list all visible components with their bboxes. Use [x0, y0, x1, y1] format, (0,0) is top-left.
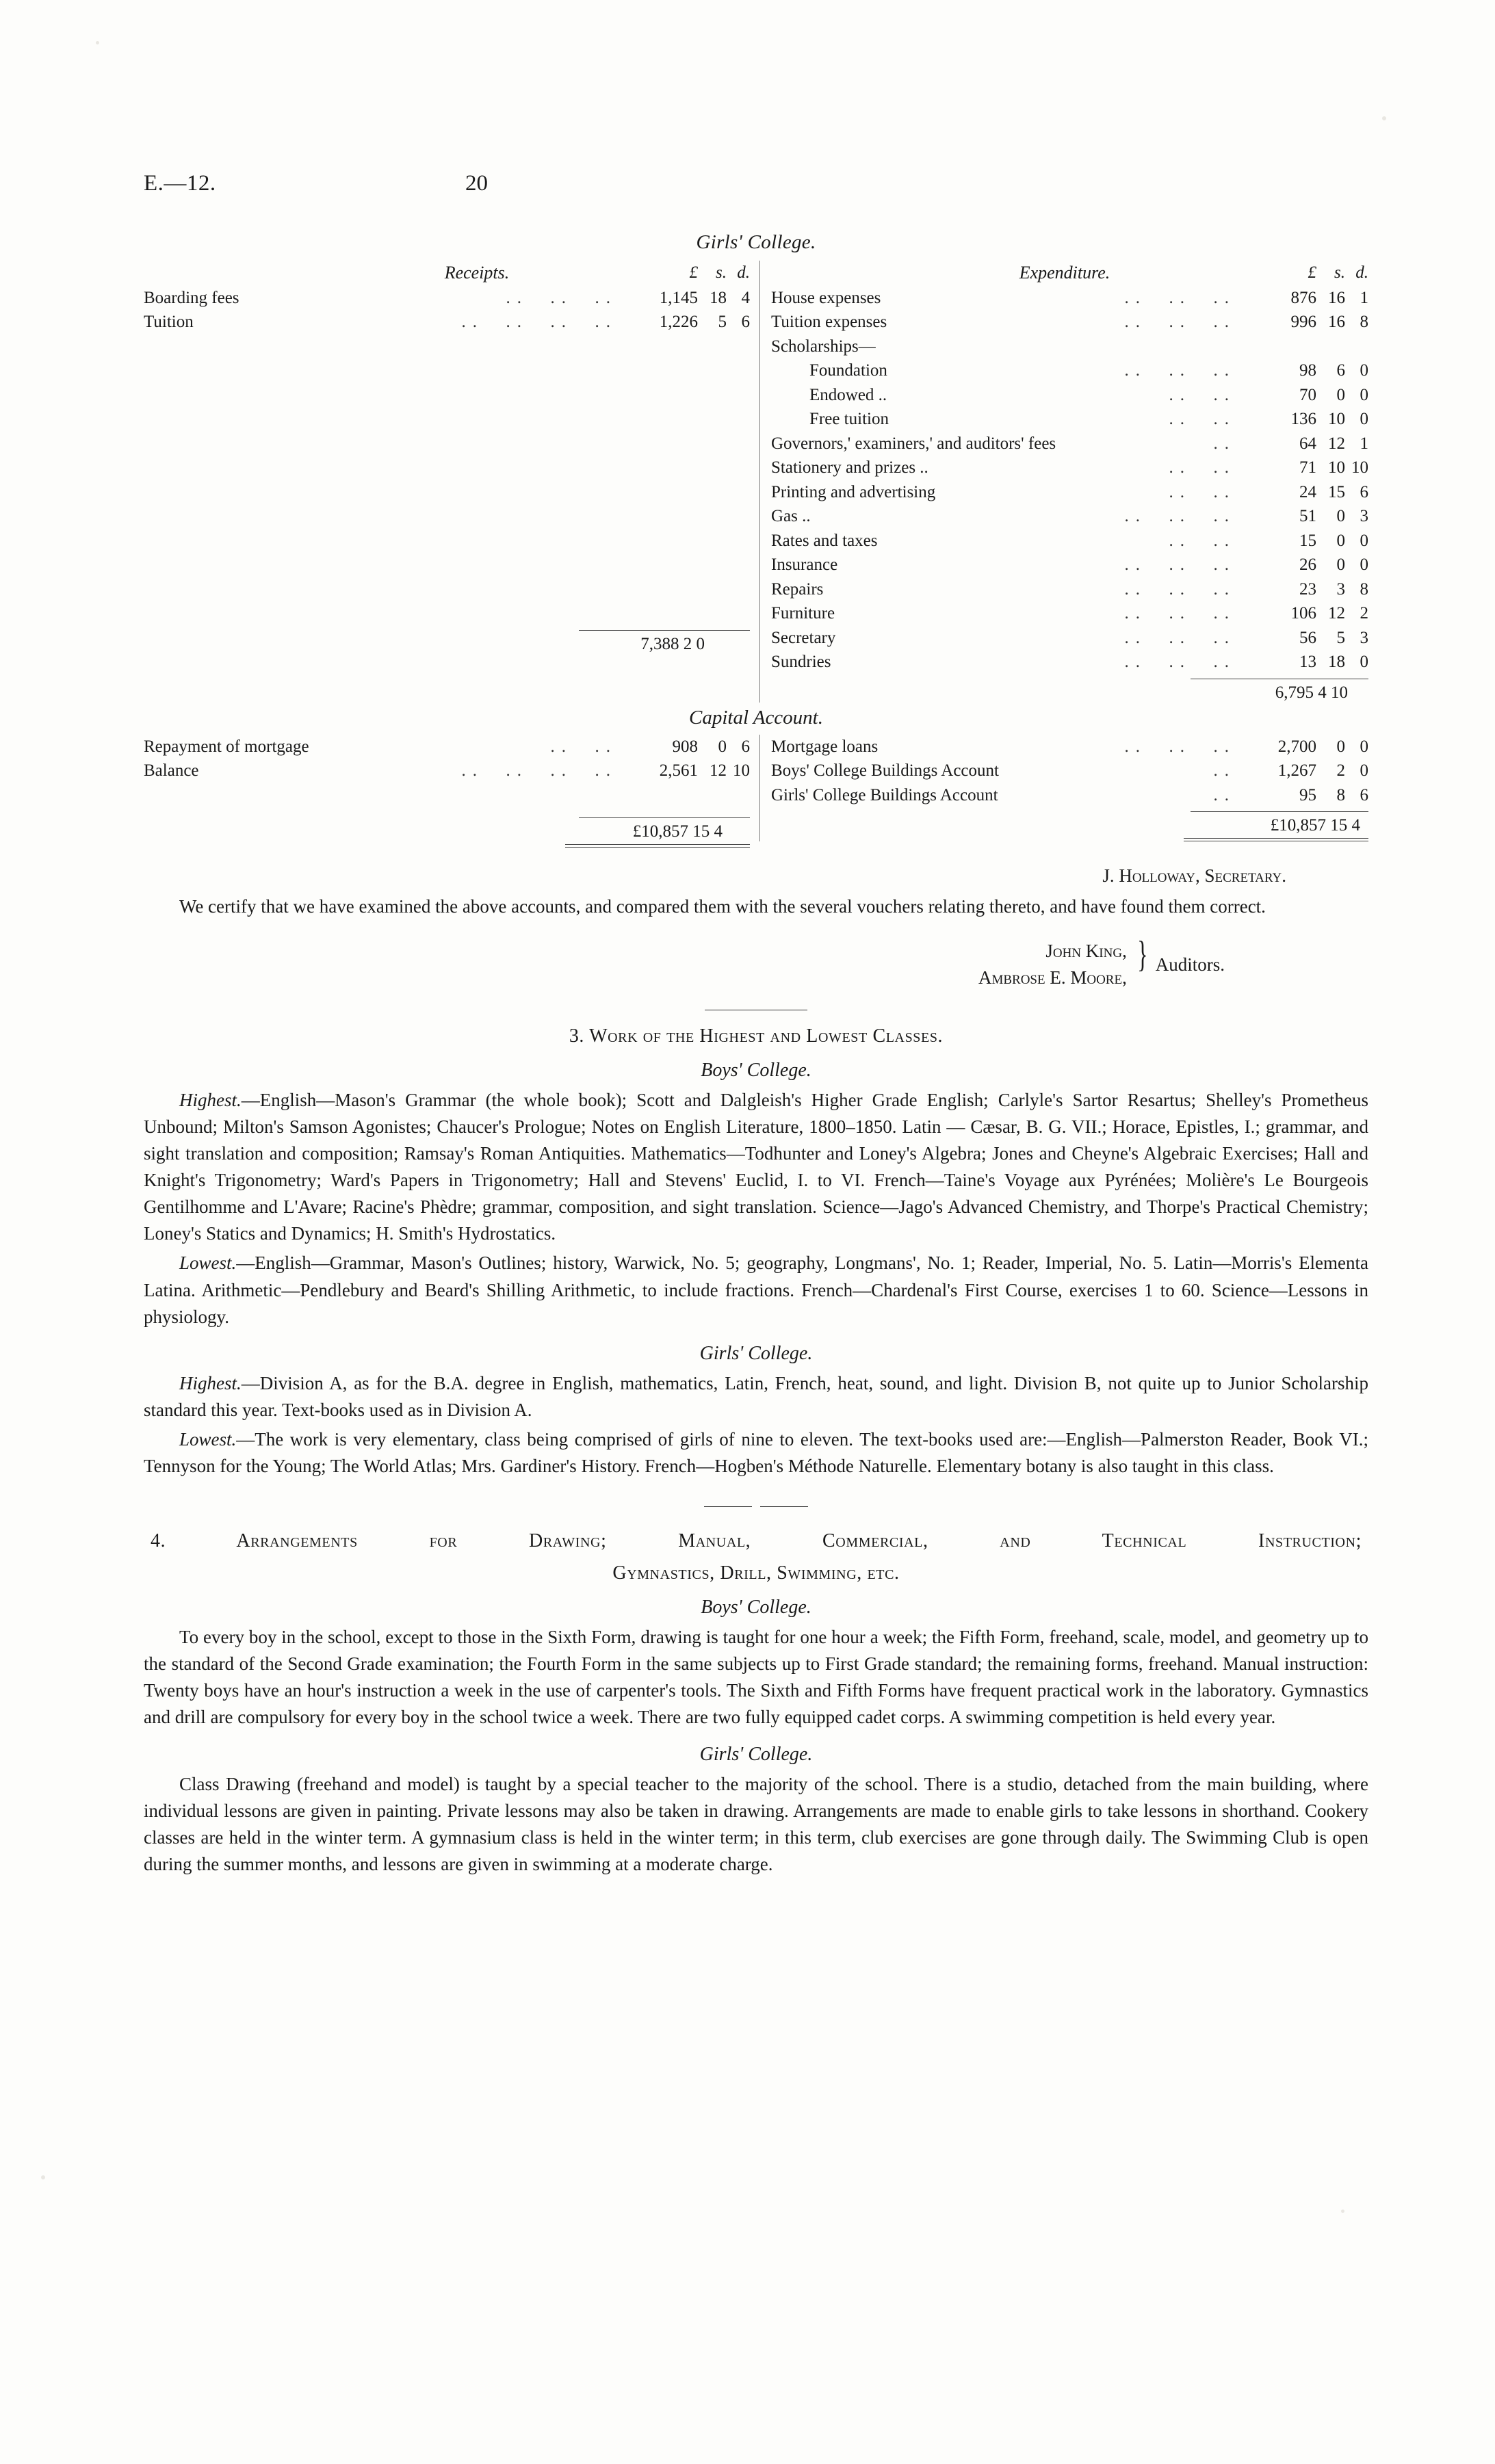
row-shillings: 0 [1336, 737, 1345, 756]
row-label: Free tuition [809, 410, 889, 429]
table-row [144, 310, 750, 335]
row-label: Balance [144, 761, 199, 781]
table-row [771, 432, 1368, 456]
total-rule [579, 817, 750, 818]
boys-lowest-text: —English—Grammar, Mason's Outlines; history, Warwick, No. 5; geography, Longmans', No. 1; Reader, Imperial, No. 5. Latin—Morris's Elementa Latina. Arithmetic—Pendlebury and Beard's Shilling Arithmetic, to include fractions. French—Chardenal's First Course, exercises 1 to 60. Science—Lessons in physiology. [144, 1253, 1368, 1327]
table-row [771, 407, 1368, 432]
row-label: Scholarships— [771, 337, 876, 356]
table-row [771, 456, 1368, 480]
expenditure-header: Expenditure. [1019, 263, 1110, 283]
row-label: Secretary [771, 628, 836, 647]
receipts-subtotal: 7,388 2 0 [640, 634, 705, 653]
table-row [771, 286, 1368, 311]
leader-dots: .. [1213, 434, 1236, 453]
receipts-header: Receipts. [444, 263, 510, 283]
girls-lowest-label: Lowest. [179, 1429, 237, 1450]
exp-col-s: s. [1334, 263, 1345, 282]
expenditure-rows [771, 286, 1368, 674]
row-shillings: 0 [718, 737, 727, 756]
row-label: Stationery and prizes .. [771, 458, 928, 477]
row-label: Tuition expenses [771, 313, 887, 332]
row-label: Repayment of mortgage [144, 737, 309, 756]
row-amount: 106 12 2 [1290, 604, 1368, 623]
leader-dots: .. .. .. [1124, 507, 1236, 526]
auditors-label: Auditors. [1155, 954, 1225, 975]
row-pounds: 95 [1299, 785, 1316, 804]
row-pounds: 1,145 [659, 288, 698, 307]
section-4-boys-title: Boys' College. [701, 1596, 811, 1618]
leader-dots: .. .. [1169, 458, 1236, 477]
leader-dots: .. [1213, 761, 1236, 781]
boys-highest-paragraph [144, 1087, 1368, 1248]
row-pounds: 908 [672, 737, 698, 756]
boys-highest-text: —English—Mason's Grammar (the whole book); Scott and Dalgleish's Higher Grade English; Carlyle's Sartor Resartus; Shelley's Prometheus Unbound; Milton's Samson Agonistes; Chaucer's Prologue; Notes on English Literature, 1800–1850. Latin — Cæsar, B. G. VII.; Horace, Epistles, I.; grammar, and sight translation and composition; Ramsay's Roman Antiquities. Mathematics—Todhunter and Loney's Algebra; Jones and Cheyne's Algebraic Exercises; Hall and Knight's Trigonometry; Ward's Papers in Trigonometry; Hall and Stevens' Euclid, I. to VI. French—Taine's Voyage aux Pyrénées; Molière's Le Bourgeois Gentilhomme and L'Avare; Racine's Phèdre; grammar, composition, and sight translation. Science—Jago's Advanced Chemistry, and Thorpe's Practical Chemistry; Loney's Statics and Dynamics; H. Smith's Hydrostatics. [144, 1089, 1368, 1244]
row-label: Furniture [771, 604, 835, 623]
row-label: Girls' College Buildings Account [771, 785, 998, 804]
leader-dots: .. .. .. [506, 288, 617, 307]
auditor-name-2: Ambrose E. Moore, [978, 967, 1127, 988]
row-amount: 15 0 0 [1299, 531, 1368, 550]
leader-dots: .. .. .. [1124, 313, 1236, 332]
girls-highest-label: Highest. [179, 1372, 242, 1393]
row-pence: 0 [1360, 737, 1368, 756]
row-label: Foundation [809, 361, 887, 380]
certification-text: We certify that we have examined the above accounts, and compared them with the several vouchers relating thereto, and have found them correct. [179, 895, 1266, 917]
row-shillings: 2 [1336, 761, 1345, 781]
row-pence: 4 [741, 288, 750, 307]
table-row [771, 735, 1368, 759]
row-amount: 70 0 0 [1299, 385, 1368, 404]
leader-dots: .. .. .. [1124, 579, 1236, 599]
leader-dots [1232, 335, 1243, 359]
auditor-name-1: John King, [1045, 941, 1127, 962]
row-label: Governors,' examiners,' and auditors' fees [771, 434, 1056, 453]
table-row [771, 335, 1368, 359]
total-rule [1191, 811, 1368, 812]
section-divider [694, 1500, 818, 1512]
table-row [771, 601, 1368, 626]
leader-dots: .. .. .. [1124, 361, 1236, 380]
row-label: Repairs [771, 579, 824, 599]
receipts-col-pounds: £ [689, 263, 698, 282]
section-4-girls-title: Girls' College. [699, 1743, 813, 1765]
double-rule [565, 844, 750, 848]
row-label: Printing and advertising [771, 482, 936, 501]
row-shillings: 5 [718, 313, 727, 332]
row-pence: 6 [1360, 785, 1368, 804]
exp-col-d: d. [1355, 263, 1368, 282]
row-pounds: 1,226 [659, 313, 698, 332]
grand-total-left: £10,857 15 4 [632, 822, 723, 841]
section-4-heading-line1: 4. Arrangements for Drawing; Manual, Commercial, and Technical Instruction; [151, 1530, 1362, 1552]
capital-account-title: Capital Account. [688, 706, 823, 729]
boys-lowest-label: Lowest. [179, 1253, 237, 1274]
section-4-girls-paragraph [144, 1771, 1368, 1878]
table-row [771, 650, 1368, 674]
leader-dots: .. .. [1169, 531, 1236, 550]
boys-highest-label: Highest. [179, 1089, 242, 1110]
brace-icon: } [1137, 934, 1148, 975]
table-row [771, 529, 1368, 553]
table-row [144, 735, 750, 759]
girls-lowest-paragraph [144, 1426, 1368, 1480]
leader-dots: .. .. .. [1124, 628, 1236, 647]
capital-right-column [759, 735, 1368, 842]
row-pounds: 2,700 [1277, 737, 1316, 756]
row-amount: 26 0 0 [1299, 555, 1368, 575]
subtotal-rule [579, 630, 750, 631]
exp-col-pounds: £ [1308, 263, 1316, 282]
capital-left-column [144, 735, 759, 848]
section-3-girls-title: Girls' College. [699, 1342, 813, 1364]
grand-total-right: £10,857 15 4 [1270, 816, 1360, 835]
table-row [771, 504, 1368, 529]
table-row [771, 383, 1368, 408]
expenditure-subtotal: 6,795 4 10 [1275, 683, 1348, 702]
table-row [771, 759, 1368, 783]
row-label: Boys' College Buildings Account [771, 761, 999, 781]
leader-dots: .. [1213, 785, 1236, 804]
row-amount: 64 12 1 [1299, 434, 1368, 453]
leader-dots: .. .. .. [1124, 604, 1236, 623]
receipts-col-d: d. [737, 263, 750, 282]
table-row [771, 310, 1368, 335]
row-pence: 6 [741, 313, 750, 332]
section-4-boys-text: To every boy in the school, except to those in the Sixth Form, drawing is taught for one hour a week; the Fifth Form, freehand, scale, model, and geometry up to the standard of the Second Grade examination; the Fourth Form in the same subjects up to First Grade standard; the remaining forms, freehand. Manual instruction: Twenty boys have an hour's instruction a week in the use of carpenter's tools. The Sixth and Fifth Forms have frequent practical work in the laboratory. Gymnastics and drill are compulsory for every boy in the school twice a week. There are two fully equipped cadet corps. A swimming competition is held every year. [144, 1626, 1368, 1728]
row-amount: 98 6 0 [1299, 361, 1368, 380]
row-pence: 0 [1360, 761, 1368, 781]
double-rule [1184, 838, 1368, 841]
leader-dots: .. .. .. [1124, 653, 1236, 672]
certification-statement [144, 893, 1368, 919]
leader-dots: .. .. [1169, 482, 1236, 501]
leader-dots: .. .. .. [1124, 288, 1236, 307]
row-amount: 13 18 0 [1299, 653, 1368, 672]
row-label: Boarding fees [144, 288, 239, 307]
girls-highest-paragraph [144, 1370, 1368, 1424]
leader-dots: .. .. .. .. [461, 313, 617, 332]
row-label: Mortgage loans [771, 737, 879, 756]
row-label: Gas .. [771, 507, 811, 526]
section-4-heading-line2: Gymnastics, Drill, Swimming, etc. [612, 1562, 900, 1584]
row-pence: 6 [741, 737, 750, 756]
row-pounds: 2,561 [659, 761, 698, 781]
leader-dots: .. .. .. .. [461, 761, 617, 781]
row-shillings: 18 [710, 288, 727, 307]
girls-college-accounts-title: Girls' College. [696, 231, 816, 253]
row-pounds: 1,267 [1277, 761, 1316, 781]
row-shillings: 12 [710, 761, 727, 781]
row-label: House expenses [771, 288, 881, 307]
section-3-heading: 3. Work of the Highest and Lowest Classes. [569, 1025, 944, 1047]
receipts-col-s: s. [716, 263, 727, 282]
secretary-signature: J. Holloway, Secretary. [1102, 865, 1286, 886]
table-row [144, 759, 750, 783]
accounts-table [144, 261, 1368, 848]
row-amount: 136 10 0 [1290, 410, 1368, 429]
receipts-column [144, 261, 759, 654]
document-code: E.—12. [144, 171, 216, 196]
leader-dots: .. .. .. [1124, 737, 1236, 756]
expenditure-column [759, 261, 1368, 703]
row-amount: 23 3 8 [1299, 579, 1368, 599]
row-shillings: 8 [1336, 785, 1345, 804]
row-amount [1243, 335, 1368, 359]
table-row [771, 480, 1368, 505]
auditors-block [144, 934, 1368, 991]
row-label: Endowed .. [809, 385, 887, 404]
row-amount: 71 10 10 [1299, 458, 1368, 477]
row-amount: 56 5 3 [1299, 628, 1368, 647]
row-amount: 876 16 1 [1290, 288, 1368, 307]
row-amount: 51 0 3 [1299, 507, 1368, 526]
boys-lowest-paragraph [144, 1250, 1368, 1330]
page-number: 20 [465, 171, 488, 196]
row-amount: 996 16 8 [1290, 313, 1368, 332]
leader-dots: .. .. [1169, 410, 1236, 429]
row-label: Sundries [771, 653, 831, 672]
table-row [144, 286, 750, 311]
row-label: Insurance [771, 555, 838, 575]
section-4-girls-text: Class Drawing (freehand and model) is taught by a special teacher to the majority of the school. There is a studio, detached from the main building, where individual lessons are given in painting. Private lessons may also be taken in drawing. Arrangements are made to enable girls to take lessons in shorthand. Cookery classes are held in the winter term. A gymnasium class is held in the winter term; in this term, club exercises are gone through daily. The Swimming Club is open during the summer months, and lessons are given in swimming at a moderate charge. [144, 1773, 1368, 1874]
table-row [771, 553, 1368, 577]
girls-lowest-text: —The work is very elementary, class being comprised of girls of nine to eleven. The text-books used are:—English—Palmerston Reader, Book VI.; Tennyson for the Young; The World Atlas; Mrs. Gardiner's History. French—Hogben's Méthode Naturelle. Elementary botany is also taught in this class. [144, 1429, 1368, 1477]
row-pence: 10 [733, 761, 750, 781]
row-label: Rates and taxes [771, 531, 878, 550]
leader-dots: .. .. .. [1124, 555, 1236, 575]
section-4-boys-paragraph [144, 1624, 1368, 1731]
leader-dots: .. .. [1169, 385, 1236, 404]
table-row [771, 783, 1368, 808]
page-header [144, 171, 1368, 212]
section-3-boys-title: Boys' College. [701, 1059, 811, 1081]
girls-highest-text: —Division A, as for the B.A. degree in English, mathematics, Latin, French, heat, sound, and light. Division B, not quite up to Junior Scholarship standard this year. Text-books used as in Division A. [144, 1372, 1368, 1420]
table-row [771, 358, 1368, 383]
leader-dots: .. .. [550, 737, 617, 756]
row-label: Tuition [144, 313, 194, 332]
table-row [771, 577, 1368, 602]
row-amount: 24 15 6 [1299, 482, 1368, 501]
table-row [771, 626, 1368, 651]
